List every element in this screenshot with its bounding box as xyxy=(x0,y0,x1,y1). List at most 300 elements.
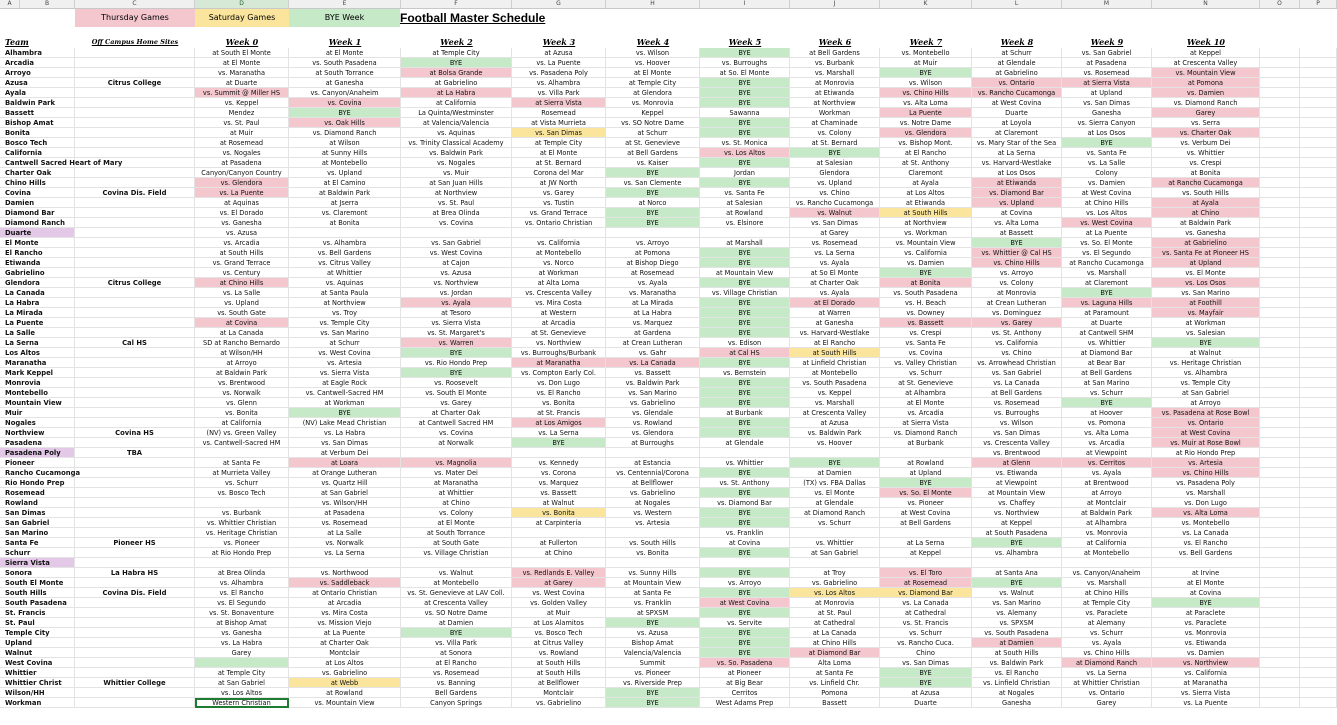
game-cell[interactable]: vs. Whittier @ Cal HS xyxy=(972,248,1062,258)
game-cell[interactable]: vs. Artesia xyxy=(289,358,401,368)
empty-cell[interactable] xyxy=(1300,678,1337,688)
team-name-cell[interactable]: Montebello xyxy=(0,388,75,398)
game-cell[interactable]: vs. Brentwood xyxy=(195,378,289,388)
column-letter[interactable]: C xyxy=(75,0,195,8)
game-cell[interactable]: at Crean Lutheran xyxy=(972,298,1062,308)
team-name-cell[interactable]: Maranatha xyxy=(0,358,75,368)
game-cell[interactable] xyxy=(401,558,512,568)
game-cell[interactable]: at Alhambra xyxy=(880,388,972,398)
game-cell[interactable]: vs. La Canada xyxy=(972,378,1062,388)
game-cell[interactable]: BYE xyxy=(401,58,512,68)
empty-cell[interactable] xyxy=(1260,338,1300,348)
game-cell[interactable]: vs. Muir xyxy=(401,168,512,178)
empty-cell[interactable] xyxy=(1300,568,1337,578)
empty-cell[interactable] xyxy=(1260,478,1300,488)
game-cell[interactable]: BYE xyxy=(1062,288,1152,298)
game-cell[interactable]: at South Torrance xyxy=(289,68,401,78)
empty-cell[interactable] xyxy=(1300,408,1337,418)
game-cell[interactable]: at Arroyo xyxy=(1062,488,1152,498)
game-cell[interactable]: at La Canada xyxy=(790,628,880,638)
game-cell[interactable]: vs. Canyon/Anaheim xyxy=(1062,568,1152,578)
home-site-cell[interactable] xyxy=(75,228,195,238)
team-name-cell[interactable]: Sonora xyxy=(0,568,75,578)
game-cell[interactable]: at Muir xyxy=(880,58,972,68)
game-cell[interactable]: at Schurr xyxy=(972,48,1062,58)
game-cell[interactable]: at Damien xyxy=(790,468,880,478)
game-cell[interactable]: vs. Diamond Ranch xyxy=(880,428,972,438)
game-cell[interactable]: vs. Gabrielino xyxy=(790,578,880,588)
game-cell[interactable]: vs. South Pasadena xyxy=(790,378,880,388)
game-cell[interactable]: at Claremont xyxy=(972,128,1062,138)
game-cell[interactable]: vs. Aquinas xyxy=(401,128,512,138)
game-cell[interactable]: vs. Schurr xyxy=(880,628,972,638)
game-cell[interactable]: vs. Azusa xyxy=(195,228,289,238)
game-cell[interactable]: at Citrus Valley xyxy=(512,638,606,648)
team-name-cell[interactable]: Alhambra xyxy=(0,48,75,58)
game-cell[interactable]: BYE xyxy=(700,628,790,638)
game-cell[interactable]: at Baldwin Park xyxy=(289,188,401,198)
game-cell[interactable]: at Bonita xyxy=(289,218,401,228)
game-cell[interactable]: at Bell Gardens xyxy=(790,48,880,58)
game-cell[interactable]: vs. Glendora xyxy=(880,128,972,138)
game-cell[interactable]: at Schurr xyxy=(289,338,401,348)
home-site-cell[interactable]: TBA xyxy=(75,448,195,458)
game-cell[interactable] xyxy=(700,448,790,458)
home-site-cell[interactable] xyxy=(75,388,195,398)
empty-cell[interactable] xyxy=(1260,148,1300,158)
game-cell[interactable]: at Gabrielino xyxy=(401,78,512,88)
team-name-cell[interactable]: Damien xyxy=(0,198,75,208)
team-name-cell[interactable]: Etiwanda xyxy=(0,258,75,268)
game-cell[interactable]: at Temple City xyxy=(606,78,700,88)
game-cell[interactable]: vs. Diamond Ranch xyxy=(289,128,401,138)
column-letter[interactable]: G xyxy=(512,0,606,8)
game-cell[interactable]: vs. El Dorado xyxy=(195,208,289,218)
game-cell[interactable]: La Puente xyxy=(880,108,972,118)
team-name-cell[interactable]: Covina xyxy=(0,188,75,198)
home-site-cell[interactable] xyxy=(75,248,195,258)
game-cell[interactable]: at Rio Hondo Prep xyxy=(195,548,289,558)
game-cell[interactable]: at Paramount xyxy=(1062,308,1152,318)
game-cell[interactable]: at El Monte xyxy=(401,518,512,528)
game-cell[interactable]: at Workman xyxy=(512,268,606,278)
game-cell[interactable]: vs. Chaffey xyxy=(972,498,1062,508)
game-cell[interactable]: at El Monte xyxy=(606,68,700,78)
game-cell[interactable]: BYE xyxy=(700,468,790,478)
game-cell[interactable]: Bell Gardens xyxy=(401,688,512,698)
game-cell[interactable]: vs. Claremont xyxy=(289,208,401,218)
game-cell[interactable]: BYE xyxy=(700,248,790,258)
game-cell[interactable]: at Brea Olinda xyxy=(195,568,289,578)
game-cell[interactable]: at Chino xyxy=(1152,208,1260,218)
game-cell[interactable]: BYE xyxy=(790,458,880,468)
game-cell[interactable]: at Northview xyxy=(401,188,512,198)
game-cell[interactable]: vs. San Marino xyxy=(972,598,1062,608)
game-cell[interactable]: at Walnut xyxy=(1152,348,1260,358)
home-site-cell[interactable]: Cal HS xyxy=(75,338,195,348)
game-cell[interactable]: at Azusa xyxy=(790,418,880,428)
game-cell[interactable]: vs. Maranatha xyxy=(195,68,289,78)
game-cell[interactable]: at South Torrance xyxy=(401,528,512,538)
empty-cell[interactable] xyxy=(1300,548,1337,558)
game-cell[interactable]: BYE xyxy=(700,588,790,598)
game-cell[interactable]: BYE xyxy=(972,538,1062,548)
game-cell[interactable]: at Etiwanda xyxy=(790,88,880,98)
team-name-cell[interactable]: Upland xyxy=(0,638,75,648)
game-cell[interactable]: vs. Los Altos xyxy=(700,148,790,158)
game-cell[interactable]: vs. California xyxy=(972,338,1062,348)
game-cell[interactable]: BYE xyxy=(700,398,790,408)
game-cell[interactable]: vs. Northview xyxy=(512,338,606,348)
game-cell[interactable] xyxy=(1152,558,1260,568)
game-cell[interactable]: vs. Alhambra xyxy=(1152,368,1260,378)
game-cell[interactable]: vs. Damien xyxy=(880,258,972,268)
team-name-cell[interactable]: Rosemead xyxy=(0,488,75,498)
game-cell[interactable]: vs. La Serna xyxy=(790,248,880,258)
team-name-cell[interactable]: St. Francis xyxy=(0,608,75,618)
game-cell[interactable]: BYE xyxy=(700,388,790,398)
empty-cell[interactable] xyxy=(1260,638,1300,648)
game-cell[interactable]: BYE xyxy=(700,648,790,658)
game-cell[interactable]: vs. St. Paul xyxy=(401,198,512,208)
game-cell[interactable]: Canyon Springs xyxy=(401,698,512,708)
game-cell[interactable]: at Aquinas xyxy=(195,198,289,208)
home-site-cell[interactable] xyxy=(75,308,195,318)
game-cell[interactable] xyxy=(606,228,700,238)
empty-cell[interactable] xyxy=(1300,438,1337,448)
team-name-cell[interactable]: Workman xyxy=(0,698,75,708)
empty-cell[interactable] xyxy=(1260,628,1300,638)
empty-cell[interactable] xyxy=(1300,348,1337,358)
game-cell[interactable]: at Salesian xyxy=(700,198,790,208)
home-site-cell[interactable] xyxy=(75,168,195,178)
empty-cell[interactable] xyxy=(1260,358,1300,368)
game-cell[interactable]: vs. Nogales xyxy=(195,148,289,158)
empty-cell[interactable] xyxy=(1300,48,1337,58)
game-cell[interactable]: at Valencia/Valencia xyxy=(401,118,512,128)
game-cell[interactable]: at Verbum Dei xyxy=(289,448,401,458)
game-cell[interactable]: vs. Northview xyxy=(401,278,512,288)
game-cell[interactable]: at Ganesha xyxy=(289,78,401,88)
home-site-cell[interactable] xyxy=(75,698,195,708)
game-cell[interactable]: vs. Bonita xyxy=(512,508,606,518)
game-cell[interactable]: vs. Glendora xyxy=(195,178,289,188)
empty-cell[interactable] xyxy=(1300,388,1337,398)
home-site-cell[interactable] xyxy=(75,668,195,678)
game-cell[interactable]: BYE xyxy=(880,678,972,688)
game-cell[interactable]: vs. Rio Hondo Prep xyxy=(401,358,512,368)
game-cell[interactable]: La Quinta/Westminster xyxy=(401,108,512,118)
game-cell[interactable]: vs. Crespi xyxy=(1152,158,1260,168)
empty-cell[interactable] xyxy=(1300,378,1337,388)
game-cell[interactable]: vs. Upland xyxy=(790,178,880,188)
game-cell[interactable]: at Etiwanda xyxy=(972,178,1062,188)
game-cell[interactable]: vs. Walnut xyxy=(401,568,512,578)
home-site-cell[interactable] xyxy=(75,628,195,638)
game-cell[interactable]: vs. El Segundo xyxy=(195,598,289,608)
game-cell[interactable]: at Pasadena xyxy=(1062,58,1152,68)
home-site-cell[interactable] xyxy=(75,518,195,528)
game-cell[interactable]: vs. Whittier xyxy=(1062,338,1152,348)
game-cell[interactable]: at Vista Murrieta xyxy=(512,118,606,128)
game-cell[interactable]: vs. Troy xyxy=(289,308,401,318)
team-name-cell[interactable]: La Salle xyxy=(0,328,75,338)
game-cell[interactable]: vs. Whittier xyxy=(1152,148,1260,158)
column-letter[interactable]: M xyxy=(1062,0,1152,8)
game-cell[interactable]: vs. San Gabriel xyxy=(1062,48,1152,58)
game-cell[interactable]: vs. Bonita xyxy=(195,408,289,418)
game-cell[interactable]: vs. San Marino xyxy=(289,328,401,338)
game-cell[interactable]: at Hoover xyxy=(1062,408,1152,418)
game-cell[interactable]: at Rowland xyxy=(289,688,401,698)
game-cell[interactable] xyxy=(289,228,401,238)
home-site-cell[interactable] xyxy=(75,138,195,148)
home-site-cell[interactable] xyxy=(75,398,195,408)
game-cell[interactable]: at Irvine xyxy=(1152,568,1260,578)
game-cell[interactable]: vs. Mountain View xyxy=(289,698,401,708)
game-cell[interactable]: at Cathedral xyxy=(880,608,972,618)
game-cell[interactable]: at Pomona xyxy=(606,248,700,258)
game-cell[interactable]: at Montebello xyxy=(289,158,401,168)
empty-cell[interactable] xyxy=(1260,58,1300,68)
empty-cell[interactable] xyxy=(1300,158,1337,168)
empty-cell[interactable] xyxy=(1260,278,1300,288)
game-cell[interactable]: Montclair xyxy=(289,648,401,658)
game-cell[interactable]: at Sierra Vista xyxy=(1062,78,1152,88)
team-name-cell[interactable]: Monrovia xyxy=(0,378,75,388)
game-cell[interactable]: at Northview xyxy=(289,298,401,308)
game-cell[interactable]: at Loyola xyxy=(972,118,1062,128)
game-cell[interactable]: at Sierra Vista xyxy=(880,418,972,428)
game-cell[interactable]: at Rosemead xyxy=(880,578,972,588)
game-cell[interactable]: vs. St. Monica xyxy=(700,138,790,148)
game-cell[interactable]: vs. Los Altos xyxy=(1062,208,1152,218)
game-cell[interactable] xyxy=(401,228,512,238)
empty-cell[interactable] xyxy=(1260,558,1300,568)
game-cell[interactable]: at Covina xyxy=(1152,588,1260,598)
game-cell[interactable]: vs. Sierra Vista xyxy=(289,368,401,378)
game-cell[interactable]: Chino xyxy=(880,648,972,658)
empty-cell[interactable] xyxy=(1260,178,1300,188)
game-cell[interactable]: at SPXSM xyxy=(606,608,700,618)
game-cell[interactable]: at Chino Hills xyxy=(790,638,880,648)
game-cell[interactable]: (NV) vs. Green Valley xyxy=(195,428,289,438)
game-cell[interactable]: at Crescenta Valley xyxy=(401,598,512,608)
home-site-cell[interactable]: Covina Dis. Field xyxy=(75,188,195,198)
game-cell[interactable]: vs. Rosemead xyxy=(289,518,401,528)
game-cell[interactable]: vs. San Dimas xyxy=(880,658,972,668)
game-cell[interactable]: vs. Bell Gardens xyxy=(1152,548,1260,558)
game-cell[interactable]: vs. Arcadia xyxy=(1062,438,1152,448)
game-cell[interactable]: at Keppel xyxy=(880,548,972,558)
game-cell[interactable]: at Santa Fe xyxy=(790,668,880,678)
game-cell[interactable]: vs. Rancho Cuca. xyxy=(880,638,972,648)
empty-cell[interactable] xyxy=(1260,428,1300,438)
game-cell[interactable]: vs. Marshall xyxy=(790,398,880,408)
home-site-cell[interactable] xyxy=(75,498,195,508)
game-cell[interactable]: vs. Artesia xyxy=(606,518,700,528)
game-cell[interactable]: at Brea Olinda xyxy=(401,208,512,218)
game-cell[interactable]: at Eagle Rock xyxy=(289,378,401,388)
game-cell[interactable]: at Murrieta Valley xyxy=(195,468,289,478)
game-cell[interactable]: BYE xyxy=(401,368,512,378)
game-cell[interactable]: BYE xyxy=(700,298,790,308)
game-cell[interactable]: at South El Monte xyxy=(195,48,289,58)
game-cell[interactable]: vs. Ontario Christian xyxy=(512,218,606,228)
game-cell[interactable] xyxy=(1062,558,1152,568)
game-cell[interactable] xyxy=(195,448,289,458)
empty-cell[interactable] xyxy=(1260,648,1300,658)
empty-cell[interactable] xyxy=(1300,308,1337,318)
empty-cell[interactable] xyxy=(1300,118,1337,128)
game-cell[interactable]: BYE xyxy=(700,428,790,438)
team-name-cell[interactable]: Pasadena xyxy=(0,438,75,448)
game-cell[interactable]: at Alhambra xyxy=(1062,518,1152,528)
game-cell[interactable]: BYE xyxy=(1062,398,1152,408)
game-cell[interactable]: vs. Glendora xyxy=(606,428,700,438)
game-cell[interactable]: vs. Grand Terrace xyxy=(195,258,289,268)
home-site-cell[interactable] xyxy=(75,418,195,428)
game-cell[interactable]: vs. La Salle xyxy=(195,288,289,298)
empty-cell[interactable] xyxy=(1300,538,1337,548)
game-cell[interactable]: vs. Whittier xyxy=(790,538,880,548)
game-cell[interactable]: at Sonora xyxy=(401,648,512,658)
game-cell[interactable]: vs. Keppel xyxy=(790,388,880,398)
home-site-cell[interactable] xyxy=(75,178,195,188)
game-cell[interactable]: vs. Brentwood xyxy=(972,448,1062,458)
empty-cell[interactable] xyxy=(1300,518,1337,528)
game-cell[interactable]: BYE xyxy=(700,48,790,58)
home-site-cell[interactable] xyxy=(75,468,195,478)
game-cell[interactable]: vs. Norwalk xyxy=(289,538,401,548)
game-cell[interactable]: vs. Rancho Cucamonga xyxy=(790,198,880,208)
empty-cell[interactable] xyxy=(1260,528,1300,538)
game-cell[interactable]: BYE xyxy=(700,318,790,328)
game-cell[interactable]: vs. Alhambra xyxy=(289,238,401,248)
game-cell[interactable]: vs. Dominguez xyxy=(972,308,1062,318)
game-cell[interactable]: vs. Los Altos xyxy=(790,588,880,598)
game-cell[interactable]: vs. Chino Hills xyxy=(972,258,1062,268)
empty-cell[interactable] xyxy=(1260,388,1300,398)
game-cell[interactable]: vs. Elsinore xyxy=(700,218,790,228)
game-cell[interactable] xyxy=(972,558,1062,568)
game-cell[interactable]: at California xyxy=(195,418,289,428)
game-cell[interactable]: vs. Bassett xyxy=(512,488,606,498)
home-site-cell[interactable] xyxy=(75,128,195,138)
game-cell[interactable]: at Chino Hills xyxy=(1062,588,1152,598)
empty-cell[interactable] xyxy=(1300,358,1337,368)
team-name-cell[interactable]: Ayala xyxy=(0,88,75,98)
game-cell[interactable]: vs. Monrovia xyxy=(1062,528,1152,538)
game-cell[interactable]: BYE xyxy=(972,578,1062,588)
game-cell[interactable]: vs. La Puente xyxy=(195,188,289,198)
game-cell[interactable]: at Warren xyxy=(790,308,880,318)
game-cell[interactable] xyxy=(512,228,606,238)
game-cell[interactable]: vs. Kaiser xyxy=(606,158,700,168)
empty-cell[interactable] xyxy=(1260,698,1300,708)
game-cell[interactable]: at El Camino xyxy=(289,178,401,188)
game-cell[interactable]: vs. Arcadia xyxy=(195,238,289,248)
game-cell[interactable]: at Chaminade xyxy=(790,118,880,128)
game-cell[interactable]: BYE xyxy=(700,488,790,498)
game-cell[interactable] xyxy=(700,228,790,238)
game-cell[interactable]: vs. Sunny Hills xyxy=(606,568,700,578)
game-cell[interactable]: vs. Ayala xyxy=(1062,638,1152,648)
game-cell[interactable]: vs. Alta Loma xyxy=(1152,508,1260,518)
home-site-cell[interactable] xyxy=(75,408,195,418)
empty-cell[interactable] xyxy=(1260,268,1300,278)
game-cell[interactable]: vs. Schurr xyxy=(195,478,289,488)
game-cell[interactable]: vs. California xyxy=(1152,668,1260,678)
empty-cell[interactable] xyxy=(1300,258,1337,268)
game-cell[interactable]: at Gabrielino xyxy=(1152,238,1260,248)
game-cell[interactable]: vs. Paraclete xyxy=(1062,608,1152,618)
game-cell[interactable]: vs. Saddleback xyxy=(289,578,401,588)
game-cell[interactable]: Duarte xyxy=(880,698,972,708)
game-cell[interactable]: at Duarte xyxy=(195,78,289,88)
game-cell[interactable]: vs. Maranatha xyxy=(606,288,700,298)
game-cell[interactable]: vs. Chino xyxy=(790,188,880,198)
game-cell[interactable]: vs. Bonita xyxy=(512,398,606,408)
game-cell[interactable]: at Gardena xyxy=(606,328,700,338)
game-cell[interactable]: vs. El Segundo xyxy=(1062,248,1152,258)
game-cell[interactable]: at Arroyo xyxy=(1152,398,1260,408)
game-cell[interactable]: Western Christian xyxy=(195,698,289,708)
home-site-cell[interactable] xyxy=(75,108,195,118)
game-cell[interactable]: at Whittier xyxy=(289,268,401,278)
game-cell[interactable]: vs. Santa Fe xyxy=(1062,148,1152,158)
team-name-cell[interactable]: Arcadia xyxy=(0,58,75,68)
game-cell[interactable]: at Monrovia xyxy=(790,598,880,608)
game-cell[interactable]: vs. Ganesha xyxy=(195,218,289,228)
empty-cell[interactable] xyxy=(1300,688,1337,698)
empty-cell[interactable] xyxy=(1260,348,1300,358)
game-cell[interactable]: vs. La Habra xyxy=(195,638,289,648)
game-cell[interactable]: at South Gate xyxy=(401,538,512,548)
game-cell[interactable]: vs. Banning xyxy=(401,678,512,688)
empty-cell[interactable] xyxy=(1300,618,1337,628)
game-cell[interactable]: vs. Schurr xyxy=(880,368,972,378)
game-cell[interactable]: vs. Baldwin Park xyxy=(790,428,880,438)
game-cell[interactable]: BYE xyxy=(880,668,972,678)
home-site-cell[interactable]: Covina Dis. Field xyxy=(75,588,195,598)
game-cell[interactable]: vs. SPXSM xyxy=(972,618,1062,628)
game-cell[interactable]: vs. Cantwell-Sacred HM xyxy=(195,438,289,448)
game-cell[interactable]: vs. Cerritos xyxy=(1062,458,1152,468)
game-cell[interactable]: at Orange Lutheran xyxy=(289,468,401,478)
team-name-cell[interactable]: Charter Oak xyxy=(0,168,75,178)
game-cell[interactable]: vs. Wilson/HH xyxy=(289,498,401,508)
game-cell[interactable]: at Montebello xyxy=(790,368,880,378)
empty-cell[interactable] xyxy=(1300,698,1337,708)
empty-cell[interactable] xyxy=(1300,178,1337,188)
game-cell[interactable]: vs. Ayala xyxy=(401,298,512,308)
game-cell[interactable]: vs. La Canada xyxy=(606,358,700,368)
game-cell[interactable]: vs. Bassett xyxy=(880,318,972,328)
empty-cell[interactable] xyxy=(1260,438,1300,448)
game-cell[interactable]: BYE xyxy=(606,698,700,708)
column-letter[interactable]: I xyxy=(700,0,790,8)
game-cell[interactable]: at Baldwin Park xyxy=(195,368,289,378)
empty-cell[interactable] xyxy=(1300,238,1337,248)
game-cell[interactable]: vs. Upland xyxy=(972,198,1062,208)
home-site-cell[interactable] xyxy=(75,98,195,108)
game-cell[interactable]: at Keppel xyxy=(972,518,1062,528)
game-cell[interactable]: at Schurr xyxy=(606,128,700,138)
game-cell[interactable] xyxy=(606,558,700,568)
game-cell[interactable]: at Northview xyxy=(880,218,972,228)
game-cell[interactable]: vs. El Monte xyxy=(1152,268,1260,278)
